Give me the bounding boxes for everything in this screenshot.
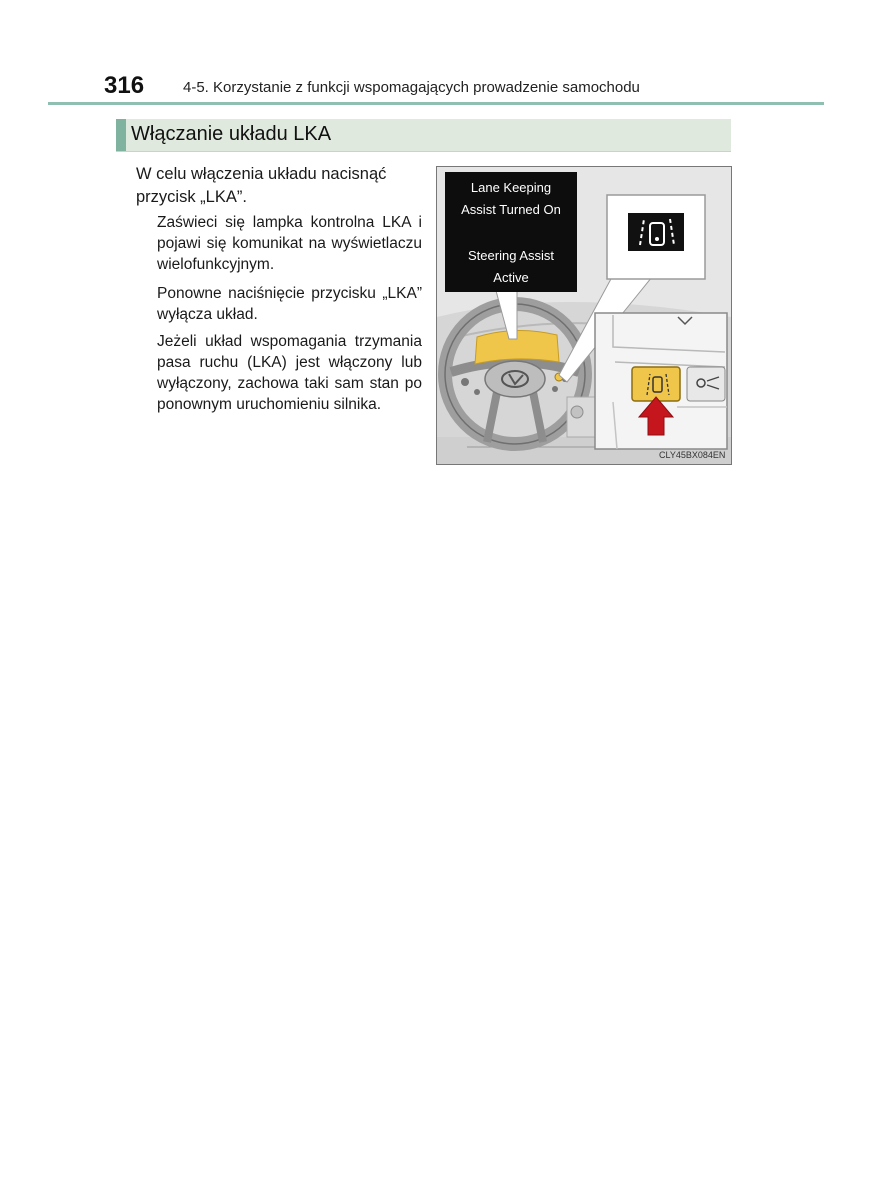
chapter-title: 4-5. Korzystanie z funkcji wspomagających prowadzenie samochodu	[183, 79, 640, 96]
lka-illustration	[436, 166, 732, 465]
image-code: CLY45BX084EN	[659, 450, 726, 460]
info-paragraph-indicator: Zaświeci się lampka kontrolna LKA i pojawi się komunikat na wyświetlaczu wielofunkcyjnym.	[157, 214, 422, 273]
lka-button-icon	[632, 367, 680, 401]
section-heading-accent	[116, 119, 126, 151]
info-paragraph-toggle-off: Ponowne naciśnięcie przycisku „LKA” wyłącza układ.	[157, 285, 422, 323]
display-line-4: Active	[493, 270, 529, 285]
adjacent-switch-icon	[687, 367, 725, 401]
lka-indicator-icon	[628, 213, 684, 251]
display-line-1: Lane Keeping	[470, 180, 552, 195]
page-number: 316	[104, 72, 145, 99]
display-line-2: Assist Turned On	[461, 202, 561, 217]
intro-paragraph: W celu włączenia układu nacisnąć przycisk „LKA”.	[136, 165, 387, 206]
header-divider	[48, 102, 824, 105]
info-paragraph-state-memory: Jeżeli układ wspomagania trzymania pasa ruchu (LKA) jest włączony lub wyłączony, zachowa taki sam stan po ponownym uruchomieniu silnika.	[157, 333, 422, 413]
display-line-3: Steering Assist	[468, 248, 554, 263]
section-heading: Włączanie układu LKA	[131, 123, 332, 145]
